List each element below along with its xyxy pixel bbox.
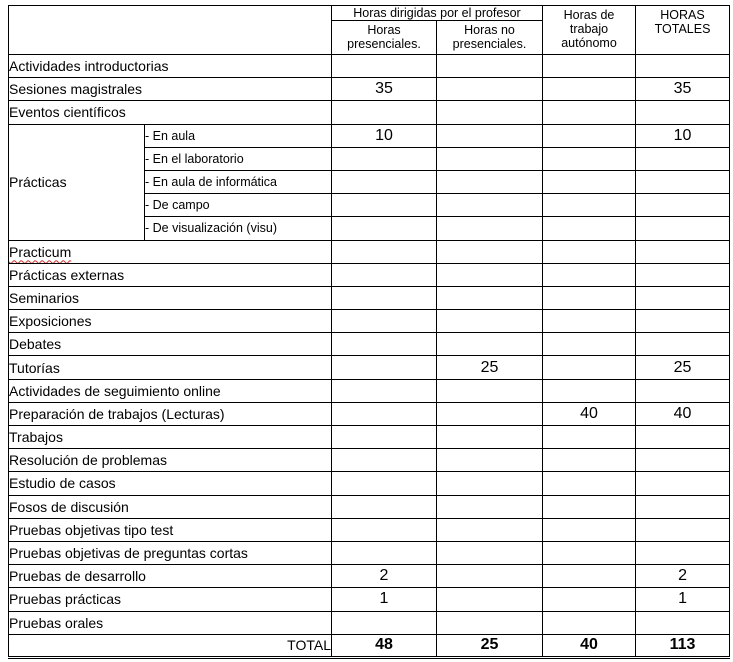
row-label: Pruebas objetivas tipo test bbox=[9, 518, 332, 541]
header-no-presenciales: Horas no presenciales. bbox=[437, 21, 543, 55]
cell-presenciales bbox=[332, 518, 437, 541]
row-label: Pruebas orales bbox=[9, 611, 332, 634]
header-empty-cell bbox=[9, 6, 332, 55]
cell-no-presenciales bbox=[437, 518, 543, 541]
cell-autonomo bbox=[543, 588, 636, 611]
cell-autonomo bbox=[543, 426, 636, 449]
cell-autonomo bbox=[543, 611, 636, 634]
cell-autonomo bbox=[543, 472, 636, 495]
cell-no-presenciales bbox=[437, 194, 543, 217]
table-row bbox=[9, 310, 730, 333]
cell-total bbox=[636, 449, 730, 472]
total-row bbox=[9, 634, 730, 657]
cell-presenciales bbox=[332, 286, 437, 309]
table-row bbox=[9, 565, 730, 588]
row-sublabel: - En aula bbox=[145, 124, 332, 147]
cell-presenciales: 2 bbox=[332, 565, 437, 588]
cell-total: 1 bbox=[636, 588, 730, 611]
row-label: Actividades introductorias bbox=[9, 55, 332, 78]
row-label: Prácticas externas bbox=[9, 263, 332, 286]
table-row bbox=[9, 518, 730, 541]
cell-autonomo bbox=[543, 55, 636, 78]
cell-no-presenciales bbox=[437, 495, 543, 518]
cell-presenciales bbox=[332, 170, 437, 193]
cell-presenciales bbox=[332, 495, 437, 518]
cell-presenciales bbox=[332, 402, 437, 425]
row-label: Fosos de discusión bbox=[9, 495, 332, 518]
cell-autonomo bbox=[543, 124, 636, 147]
cell-autonomo: 40 bbox=[543, 402, 636, 425]
cell-total bbox=[636, 426, 730, 449]
cell-no-presenciales bbox=[437, 78, 543, 101]
cell-total bbox=[636, 310, 730, 333]
row-label: Pruebas objetivas de preguntas cortas bbox=[9, 541, 332, 564]
cell-autonomo bbox=[543, 495, 636, 518]
row-label bbox=[9, 240, 332, 263]
header-presenciales: Horas presenciales. bbox=[332, 21, 437, 55]
cell-total: 2 bbox=[636, 565, 730, 588]
header-row-1 bbox=[9, 6, 730, 21]
cell-presenciales bbox=[332, 541, 437, 564]
table-row bbox=[9, 495, 730, 518]
cell-presenciales bbox=[332, 379, 437, 402]
row-sublabel: - En aula de informática bbox=[145, 170, 332, 193]
cell-autonomo bbox=[543, 101, 636, 124]
cell-no-presenciales bbox=[437, 588, 543, 611]
row-label: Pruebas prácticas bbox=[9, 588, 332, 611]
cell-presenciales bbox=[332, 449, 437, 472]
row-label: Trabajos bbox=[9, 426, 332, 449]
cell-no-presenciales bbox=[437, 286, 543, 309]
cell-autonomo bbox=[543, 263, 636, 286]
table-row bbox=[9, 611, 730, 634]
cell-presenciales bbox=[332, 333, 437, 356]
cell-no-presenciales bbox=[437, 379, 543, 402]
cell-presenciales: 1 bbox=[332, 588, 437, 611]
table-row bbox=[9, 240, 730, 263]
cell-total bbox=[636, 147, 730, 170]
row-label: Debates bbox=[9, 333, 332, 356]
cell-no-presenciales bbox=[437, 449, 543, 472]
row-label: Eventos científicos bbox=[9, 101, 332, 124]
practicum-text: Practicum bbox=[9, 243, 72, 260]
cell-total bbox=[636, 472, 730, 495]
cell-total bbox=[636, 379, 730, 402]
cell-autonomo bbox=[543, 217, 636, 240]
cell-no-presenciales bbox=[437, 472, 543, 495]
cell-no-presenciales bbox=[437, 565, 543, 588]
total-total: 113 bbox=[636, 634, 730, 657]
cell-no-presenciales bbox=[437, 124, 543, 147]
row-label: Exposiciones bbox=[9, 310, 332, 333]
cell-total bbox=[636, 217, 730, 240]
row-label: Seminarios bbox=[9, 286, 332, 309]
cell-autonomo bbox=[543, 240, 636, 263]
cell-total bbox=[636, 55, 730, 78]
header-autonomo: Horas de trabajo autónomo bbox=[543, 6, 636, 55]
cell-no-presenciales bbox=[437, 402, 543, 425]
row-label: Sesiones magistrales bbox=[9, 78, 332, 101]
cell-autonomo bbox=[543, 565, 636, 588]
header-totales: HORAS TOTALES bbox=[636, 6, 730, 55]
cell-presenciales bbox=[332, 240, 437, 263]
cell-total bbox=[636, 611, 730, 634]
cell-autonomo bbox=[543, 333, 636, 356]
cell-presenciales: 35 bbox=[332, 78, 437, 101]
row-label: Resolución de problemas bbox=[9, 449, 332, 472]
table-row bbox=[9, 78, 730, 101]
cell-autonomo bbox=[543, 379, 636, 402]
table-row bbox=[9, 333, 730, 356]
cell-total bbox=[636, 333, 730, 356]
row-label: Estudio de casos bbox=[9, 472, 332, 495]
row-label: Pruebas de desarrollo bbox=[9, 565, 332, 588]
table-row bbox=[9, 541, 730, 564]
row-label: Preparación de trabajos (Lecturas) bbox=[9, 402, 332, 425]
cell-autonomo bbox=[543, 78, 636, 101]
total-no-presenciales: 25 bbox=[437, 634, 543, 657]
table-row bbox=[9, 449, 730, 472]
cell-no-presenciales bbox=[437, 541, 543, 564]
row-sublabel: - De visualización (visu) bbox=[145, 217, 332, 240]
cell-no-presenciales bbox=[437, 101, 543, 124]
cell-autonomo bbox=[543, 194, 636, 217]
cell-autonomo bbox=[543, 541, 636, 564]
cell-no-presenciales bbox=[437, 611, 543, 634]
total-presenciales: 48 bbox=[332, 634, 437, 657]
table-row bbox=[9, 379, 730, 402]
table-row bbox=[9, 588, 730, 611]
table-row bbox=[9, 402, 730, 425]
row-sublabel: - En el laboratorio bbox=[145, 147, 332, 170]
cell-total bbox=[636, 518, 730, 541]
cell-no-presenciales bbox=[437, 147, 543, 170]
cell-total: 25 bbox=[636, 356, 730, 379]
cell-no-presenciales bbox=[437, 240, 543, 263]
header-group-directed: Horas dirigidas por el profesor bbox=[332, 6, 543, 21]
cell-total bbox=[636, 495, 730, 518]
cell-autonomo bbox=[543, 286, 636, 309]
cell-autonomo bbox=[543, 170, 636, 193]
table-row bbox=[9, 55, 730, 78]
cell-autonomo bbox=[543, 147, 636, 170]
cell-no-presenciales bbox=[437, 55, 543, 78]
cell-total: 40 bbox=[636, 402, 730, 425]
cell-total bbox=[636, 240, 730, 263]
table-row bbox=[9, 472, 730, 495]
table-row bbox=[9, 286, 730, 309]
cell-total bbox=[636, 541, 730, 564]
table-row bbox=[9, 356, 730, 379]
cell-no-presenciales bbox=[437, 170, 543, 193]
cell-total bbox=[636, 194, 730, 217]
cell-autonomo bbox=[543, 518, 636, 541]
cell-total bbox=[636, 263, 730, 286]
cell-no-presenciales bbox=[437, 217, 543, 240]
cell-presenciales bbox=[332, 147, 437, 170]
cell-no-presenciales bbox=[437, 263, 543, 286]
row-label: Tutorías bbox=[9, 356, 332, 379]
table-row bbox=[9, 263, 730, 286]
cell-total bbox=[636, 170, 730, 193]
table-row bbox=[9, 101, 730, 124]
cell-autonomo bbox=[543, 310, 636, 333]
cell-total bbox=[636, 101, 730, 124]
table-row bbox=[9, 124, 730, 147]
row-sublabel: - De campo bbox=[145, 194, 332, 217]
cell-presenciales bbox=[332, 310, 437, 333]
hours-table bbox=[8, 5, 730, 659]
cell-autonomo bbox=[543, 356, 636, 379]
cell-presenciales bbox=[332, 55, 437, 78]
cell-presenciales bbox=[332, 194, 437, 217]
cell-total: 10 bbox=[636, 124, 730, 147]
cell-presenciales: 10 bbox=[332, 124, 437, 147]
cell-total bbox=[636, 286, 730, 309]
cell-autonomo bbox=[543, 449, 636, 472]
cell-presenciales bbox=[332, 263, 437, 286]
cell-presenciales bbox=[332, 472, 437, 495]
table-row bbox=[9, 426, 730, 449]
cell-presenciales bbox=[332, 611, 437, 634]
row-label: Actividades de seguimiento online bbox=[9, 379, 332, 402]
total-label: TOTAL bbox=[9, 634, 332, 657]
cell-presenciales bbox=[332, 217, 437, 240]
cell-presenciales bbox=[332, 426, 437, 449]
cell-no-presenciales bbox=[437, 333, 543, 356]
total-autonomo: 40 bbox=[543, 634, 636, 657]
practicas-group-label: Prácticas bbox=[9, 124, 145, 240]
cell-no-presenciales: 25 bbox=[437, 356, 543, 379]
cell-no-presenciales bbox=[437, 310, 543, 333]
cell-presenciales bbox=[332, 101, 437, 124]
cell-no-presenciales bbox=[437, 426, 543, 449]
cell-presenciales bbox=[332, 356, 437, 379]
cell-total: 35 bbox=[636, 78, 730, 101]
